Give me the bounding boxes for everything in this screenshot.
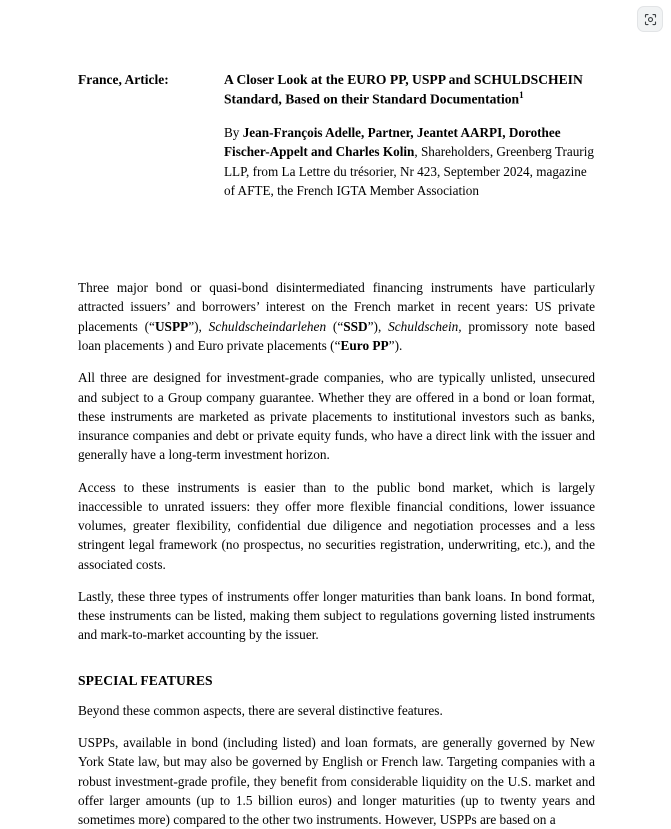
article-header xyxy=(78,70,595,200)
text-run: (“ xyxy=(326,318,344,334)
body-paragraphs-bottom xyxy=(78,701,595,829)
paragraph-uspp-detail xyxy=(78,733,595,829)
text-run: ”), xyxy=(367,318,389,334)
article-header-body xyxy=(224,70,595,200)
text-run: Beyond these common aspects, there are several distinctive features. xyxy=(78,702,443,718)
text-run: promissory note based loan placements ) and Euro private placements (“ xyxy=(78,318,596,353)
text-run: ”). xyxy=(388,337,403,353)
article-title-line1: A Closer Look at the EURO PP, USPP and SCHULDSCHEIN xyxy=(224,72,583,87)
paragraph-intro-instruments xyxy=(78,278,595,355)
text-run: ”), xyxy=(188,318,209,334)
section-heading: SPECIAL FEATURES xyxy=(78,672,213,688)
text-run: Schuldscheindarlehen xyxy=(208,318,327,334)
article-label: France, Article: xyxy=(78,72,169,87)
text-run: Three major bond or quasi-bond disintermediated financing instruments have particularly attracted issuers’ and borrowers’ interest on the French market in recent years: US private placements (“ xyxy=(78,280,595,334)
text-run: Access to these instruments is easier than to the public bond market, which is largely inaccessible to unrated issuers: they offer more flexible financial conditions, lower issuance volumes, greater flexibility, confidential due diligence and negotiation processes and a less stringent legal framework (no prospectus, no securities registration, underwriting, etc.), and the associated costs. xyxy=(78,479,595,572)
text-run: SSD xyxy=(343,318,368,334)
text-run: All three are designed for investment-grade companies, who are typically unlisted, unsecured and subject to a Group company guarantee. Whether they are offered in a bond or loan format, these instruments are marketed as private placements to institutional investors such as banks, insurance companies and debt or private equity funds, who have a direct link with the issuer and generally have a long-term investment horizon. xyxy=(78,370,595,463)
body-paragraphs-top xyxy=(78,278,595,645)
text-run: USPPs, available in bond (including listed) and loan formats, are generally governed by New York State law, but may also be governed by English or French law. Targeting companies with a robust investment-grade profile, they benefit from considerable liquidity on the U.S. market and offer larger amounts (up to 1.5 billion euros) and longer maturities (up to twenty years and sometimes more) compared to the other two instruments. However, USPPs are based on a xyxy=(78,734,595,828)
text-run: Lastly, these three types of instruments offer longer maturities than bank loans. In bond format, these instruments can be listed, making them subject to regulations governing listed instruments and mark-to-market accounting by the issuer. xyxy=(78,588,595,643)
paragraph-access-conditions xyxy=(78,478,595,574)
text-run: Euro PP xyxy=(340,337,389,353)
text-run: Schuldschein, xyxy=(388,318,462,334)
byline-prefix: By xyxy=(224,125,243,141)
article-title xyxy=(224,70,595,109)
paragraph-maturities xyxy=(78,587,595,645)
text-run: USPP xyxy=(154,318,189,334)
paragraph-investment-grade xyxy=(78,368,595,464)
paragraph-distinctive-features xyxy=(78,701,595,720)
article-body xyxy=(78,278,595,829)
article-title-line2: Standard, Based on their Standard Documentation xyxy=(224,91,520,107)
title-footnote-marker: 1 xyxy=(519,90,524,101)
article-byline xyxy=(224,123,595,200)
byline-authors: Jean-François Adelle, Partner, Jeantet AARPI, Dorothee Fischer-Appelt and Charles Kolin xyxy=(224,125,561,160)
byline-rest: , Shareholders, Greenberg Traurig LLP, from La Lettre du trésorier, Nr 423, September 2024, magazine of AFTE, the French IGTA Member Association xyxy=(224,144,594,198)
